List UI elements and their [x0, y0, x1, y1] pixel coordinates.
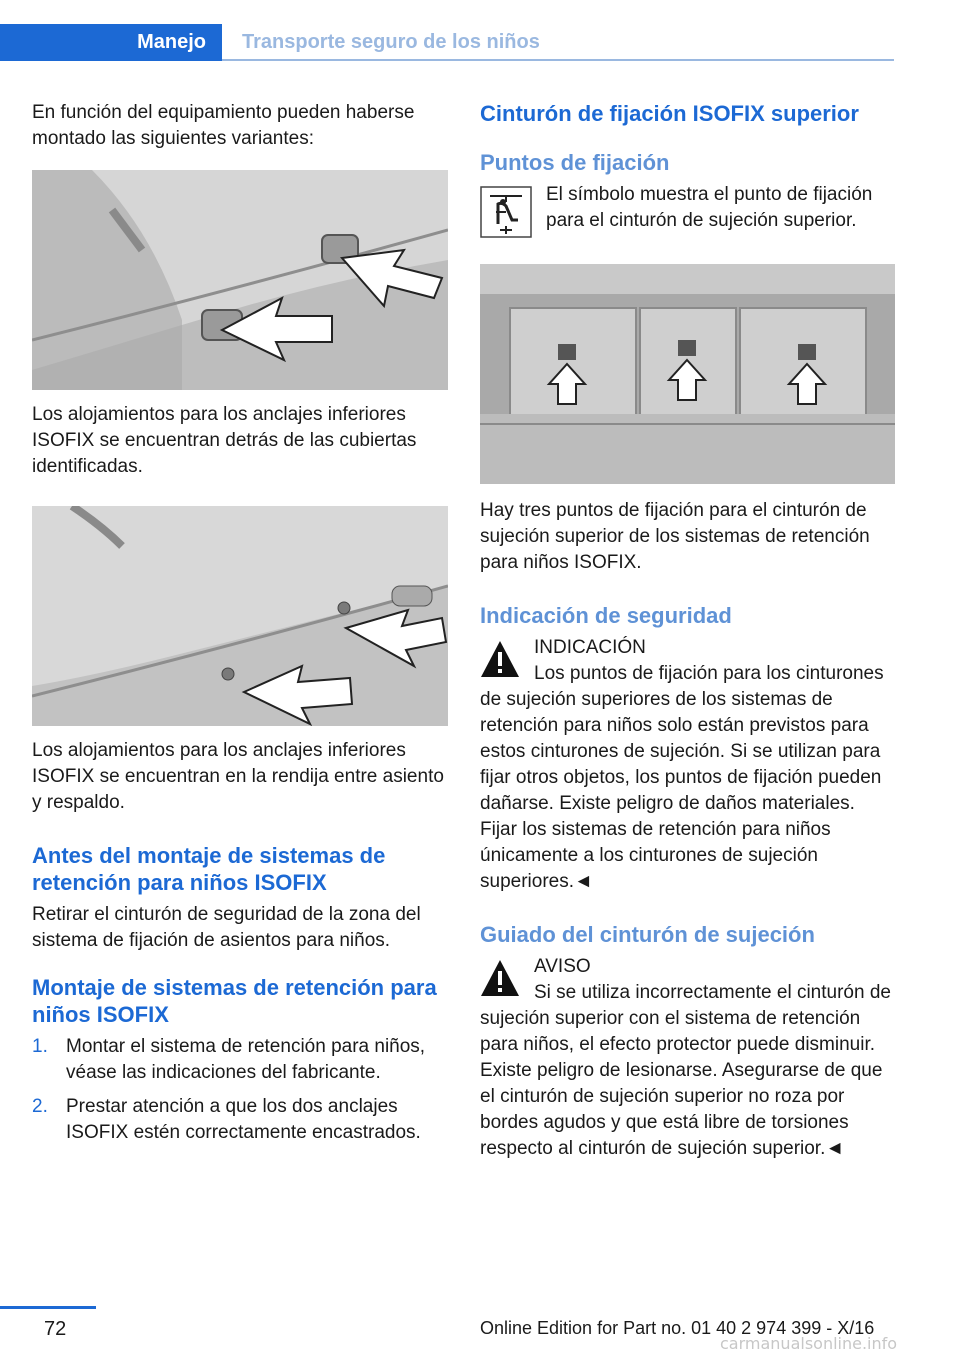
page-header — [0, 0, 960, 62]
intro-text: En función del equipamiento pueden haberse montado las siguientes variantes: — [32, 102, 415, 149]
watermark: carmanualsonline.info — [720, 1334, 898, 1353]
subheading-safety: Indicación de seguridad — [480, 603, 732, 628]
belt-warning-label: AVISO — [534, 956, 591, 977]
heading-install: Montaje de sistemas de retención para niños ISOFIX — [32, 975, 437, 1027]
caption-gap: Los alojamientos para los anclajes inferiores ISOFIX se encuentran en la rendija entre asiento y respaldo. — [32, 740, 444, 813]
child-seat-anchor-icon — [480, 186, 532, 238]
seat-gap-photo — [32, 506, 448, 726]
step-number: 2. — [32, 1096, 48, 1117]
warning-triangle-icon — [480, 639, 520, 679]
left-column — [32, 100, 448, 1146]
step-text: Prestar atención a que los dos anclajes ISOFIX estén correctamente encastrados. — [66, 1096, 421, 1143]
safety-note — [480, 635, 895, 895]
list-item — [32, 1034, 448, 1086]
footer-accent — [0, 1306, 96, 1309]
step-number: 1. — [32, 1036, 48, 1057]
header-divider — [222, 59, 894, 61]
belt-warning-text: Si se utiliza incorrectamente el cinturón de sujeción superior con el sistema de retención para niños, el efecto protector puede disminuir. Existe peligro de lesionarse. Asegurarse de que el cinturón de sujeción superior no roza por bordes agudos y que está libre de torsiones respecto al cinturón de sujeción superior.◄ — [480, 982, 891, 1159]
section-tab[interactable]: Transporte seguro de los niños — [242, 31, 540, 53]
warning-triangle-icon — [480, 958, 520, 998]
heading-top-tether: Cinturón de fijación ISOFIX superior — [480, 101, 859, 126]
subheading-anchor-points: Puntos de fijación — [480, 150, 670, 175]
heading-before-install: Antes del montaje de sistemas de retención para niños ISOFIX — [32, 843, 386, 895]
text-before-install: Retirar el cinturón de seguridad de la zona del sistema de fijación de asientos para niños. — [32, 904, 421, 951]
list-item — [32, 1094, 448, 1146]
symbol-description: El símbolo muestra el punto de fijación para el cinturón de sujeción superior. — [546, 184, 873, 231]
right-column — [480, 100, 895, 1162]
caption-covers: Los alojamientos para los anclajes inferiores ISOFIX se encuentran detrás de las cubiertas identificadas. — [32, 404, 417, 477]
page-number: 72 — [44, 1318, 67, 1340]
chapter-tab[interactable]: Manejo — [0, 24, 222, 61]
safety-label: INDICACIÓN — [534, 637, 646, 658]
subheading-belt-routing: Guiado del cinturón de sujeción — [480, 922, 815, 947]
install-steps — [32, 1034, 448, 1146]
seat-covers-photo — [32, 170, 448, 390]
edition-text: Online Edition for Part no. 01 40 2 974 399 - X/16 — [480, 1318, 875, 1338]
caption-trunk: Hay tres puntos de fijación para el cinturón de sujeción superior de los sistemas de retención para niños ISOFIX. — [480, 500, 870, 573]
safety-text: Los puntos de fijación para los cinturones de sujeción superiores de los sistemas de retención para niños solo están previstos para estos cinturones de sujeción. Si se utilizan para fijar otros objetos, los puntos de fijación pueden dañarse. Existe peligro de daños materiales. Fijar los sistemas de retención para niños únicamente a los cinturones de sujeción superiores.◄ — [480, 663, 884, 892]
trunk-anchors-photo — [480, 264, 895, 484]
belt-warning — [480, 954, 895, 1162]
step-text: Montar el sistema de retención para niños, véase las indicaciones del fabricante. — [66, 1036, 426, 1083]
symbol-row — [480, 182, 895, 238]
